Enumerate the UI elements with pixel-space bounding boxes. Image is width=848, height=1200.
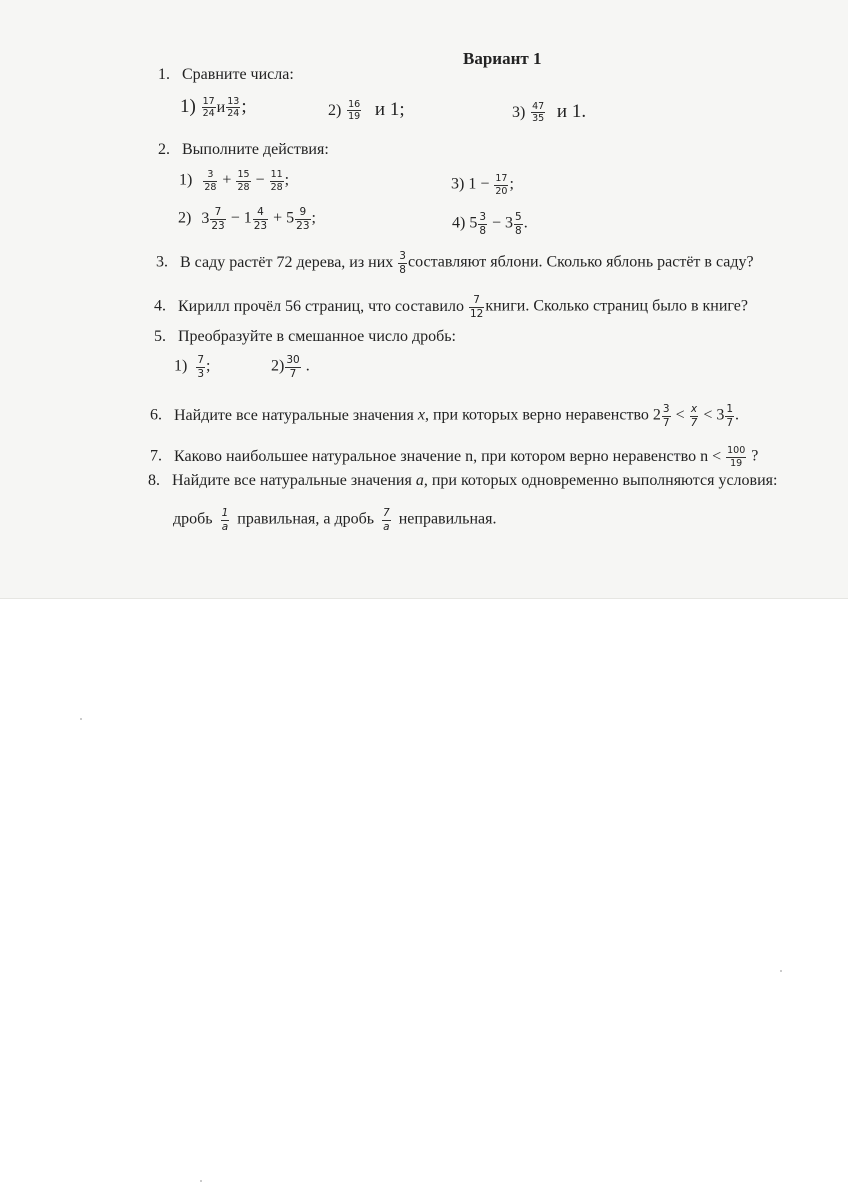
punctuation: ; <box>509 175 514 193</box>
fraction: $\frac{17}{20}$ <box>495 173 508 197</box>
question-4-number: 4. <box>154 297 166 315</box>
part-text: и 1. <box>556 101 587 122</box>
part-label: 3) 1 − <box>451 175 490 193</box>
punctuation: ; <box>284 171 290 189</box>
scan-speck <box>200 1180 202 1182</box>
fraction: $\frac{1}{7}$ <box>726 403 734 429</box>
question-6-number: 6. <box>150 406 162 424</box>
question-2-part-3 <box>451 174 514 196</box>
question-8-number: 8. <box>148 472 160 489</box>
question-6-text-start: Найдите все натуральные значения <box>174 406 414 424</box>
fraction: $\frac{13}{24}$ <box>227 95 240 120</box>
fraction: $\frac{9}{23}$ <box>296 206 310 232</box>
question-6 <box>150 404 739 428</box>
question-2-part-4 <box>452 212 528 236</box>
question-1-heading <box>158 66 294 84</box>
question-8-line-1 <box>148 472 777 490</box>
fraction: $\frac{16}{19}$ <box>348 98 361 123</box>
fraction: $\frac{15}{28}$ <box>237 169 250 193</box>
question-7 <box>150 446 758 468</box>
fraction: $\frac{3}{8}$ <box>399 250 406 276</box>
operator: − <box>255 171 265 189</box>
fraction: $\frac{11}{28}$ <box>270 169 283 193</box>
punctuation: . <box>735 406 740 424</box>
question-1-part-2 <box>328 99 405 122</box>
question-2-heading <box>158 141 329 159</box>
question-7-text: Каково наибольшее натуральное значение n, при котором верно неравенство n < <box>174 447 722 465</box>
question-8-line-2 <box>173 508 496 532</box>
operator: − 1 <box>230 209 252 227</box>
punctuation: ? <box>751 447 759 465</box>
fraction: $\frac{x}{7}$ <box>690 403 698 429</box>
fraction: $\frac{17}{24}$ <box>202 95 215 120</box>
question-8-text-end: , при которых одновременно выполняются условия: <box>423 472 778 489</box>
question-7-number: 7. <box>150 447 162 465</box>
fraction: $\frac{7}{12}$ <box>469 294 484 320</box>
worksheet-page <box>0 0 848 599</box>
part-label: 2) <box>328 102 342 119</box>
question-6-text-mid: , при которых верно неравенство 2 <box>424 406 661 424</box>
scan-speck <box>80 718 82 720</box>
question-3-text-end: составляют яблони. Сколько яблонь растёт в саду? <box>407 253 754 271</box>
punctuation: ; <box>241 96 247 117</box>
part-label: 3) <box>512 104 526 121</box>
operator: + 5 <box>273 209 295 227</box>
whole-number: 3 <box>201 209 210 227</box>
punctuation: ; <box>206 357 211 375</box>
punctuation: . <box>523 214 528 232</box>
fraction: $\frac{30}{7}$ <box>286 354 300 380</box>
question-2-part-2 <box>178 207 316 231</box>
part-label: 2) <box>271 357 285 375</box>
operator: − 3 <box>492 214 514 232</box>
question-1-text: Сравните числа: <box>182 66 294 83</box>
connector-text: и <box>216 99 226 116</box>
operator: < <box>675 406 685 424</box>
question-3-text-start: В саду растёт 72 дерева, из них <box>180 253 394 271</box>
fraction: $\frac{3}{7}$ <box>662 403 670 429</box>
question-1-part-1 <box>180 96 247 119</box>
part-label: 2) <box>178 209 192 227</box>
fraction: $\frac{7}{a}$ <box>383 507 390 533</box>
question-8-word: дробь <box>173 510 213 528</box>
operator: < 3 <box>703 406 725 424</box>
part-text: и 1; <box>374 99 405 120</box>
part-label: 1) <box>174 357 188 375</box>
punctuation: ; <box>311 209 316 227</box>
question-8-text-start: Найдите все натуральные значения <box>172 472 412 489</box>
part-label: 1) <box>180 96 196 117</box>
fraction: $\frac{1}{a}$ <box>221 507 229 533</box>
operator: + <box>222 171 232 189</box>
question-1-number: 1. <box>158 66 170 83</box>
fraction: $\frac{5}{8}$ <box>515 211 522 237</box>
question-5-text: Преобразуйте в смешанное число дробь: <box>178 328 456 345</box>
question-5-number: 5. <box>154 328 166 345</box>
punctuation: . <box>305 357 310 375</box>
question-4-text-end: книги. Сколько страниц было в книге? <box>485 297 748 315</box>
question-3 <box>156 251 754 275</box>
fraction: $\frac{7}{3}$ <box>197 354 205 380</box>
fraction: $\frac{7}{23}$ <box>211 206 225 232</box>
question-1-part-3 <box>512 101 586 124</box>
question-4 <box>154 295 748 319</box>
question-5-part-1 <box>174 355 210 379</box>
variable: a <box>415 472 424 489</box>
variable: x <box>417 406 425 424</box>
question-2-number: 2. <box>158 141 170 158</box>
question-5-part-2 <box>271 355 310 379</box>
fraction: $\frac{100}{19}$ <box>727 445 746 469</box>
part-label: 1) <box>179 171 193 189</box>
fraction: $\frac{3}{8}$ <box>479 211 487 237</box>
question-5-heading <box>154 328 456 346</box>
fraction: $\frac{3}{28}$ <box>204 169 217 193</box>
question-2-text: Выполните действия: <box>182 141 329 158</box>
scan-speck <box>780 970 782 972</box>
fraction: $\frac{4}{23}$ <box>253 206 268 232</box>
variant-title: Вариант 1 <box>463 49 542 68</box>
part-label: 4) 5 <box>452 214 478 232</box>
question-8-text: правильная, а дробь <box>237 510 375 528</box>
question-3-number: 3. <box>156 253 168 271</box>
question-4-text-start: Кирилл прочёл 56 страниц, что составило <box>178 297 464 315</box>
question-8-text: неправильная. <box>398 510 497 528</box>
question-2-part-1 <box>179 170 289 192</box>
fraction: $\frac{47}{35}$ <box>532 100 545 125</box>
